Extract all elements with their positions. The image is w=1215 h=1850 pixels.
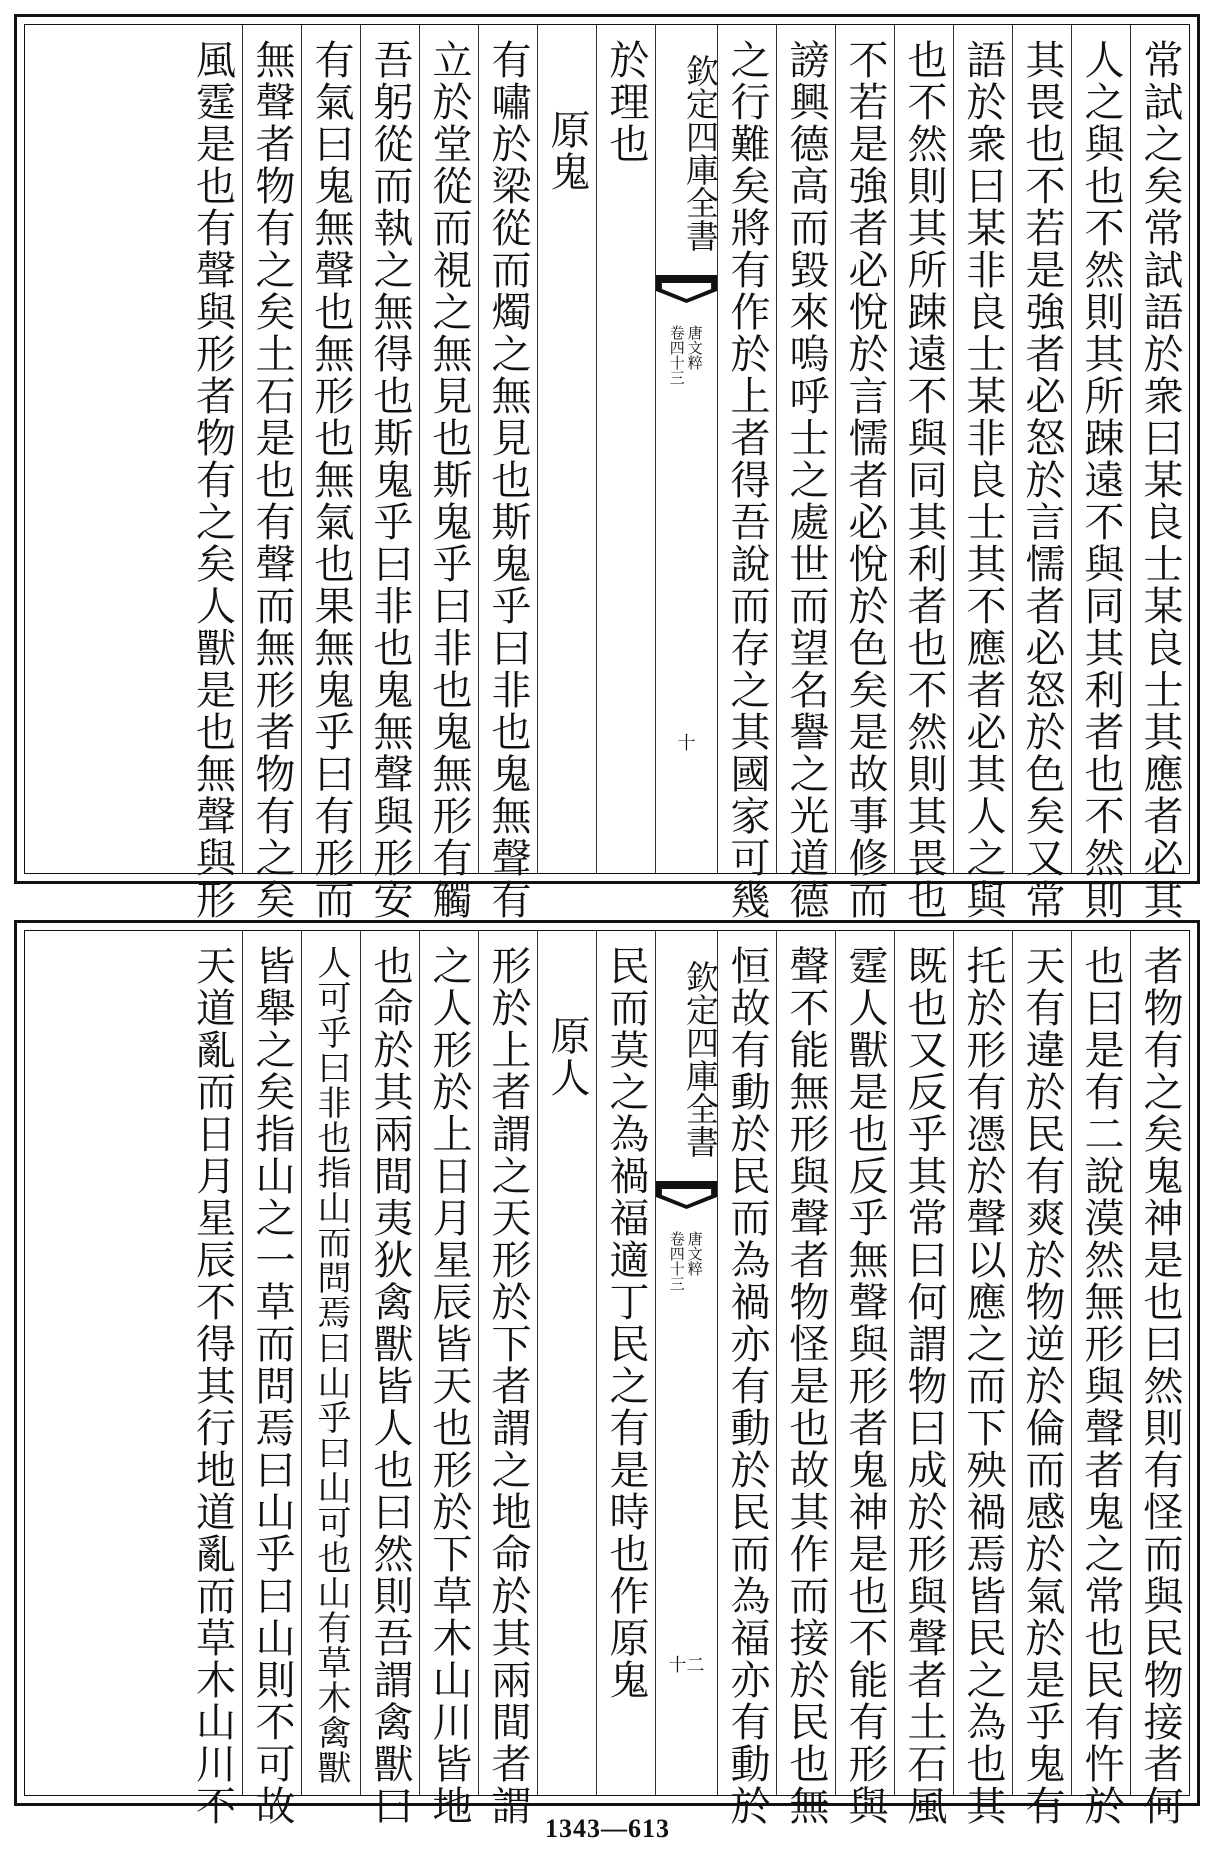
- column-text: 謗興德高而毀來嗚呼士之處世而望名譽之光道德: [783, 39, 829, 921]
- volume-number: 卷四十三: [667, 1231, 686, 1291]
- text-column: [776, 931, 835, 1827]
- column-text: 語於衆曰某非良士某非良士其不應者必其人之與: [960, 39, 1006, 921]
- text-column: [835, 931, 894, 1827]
- column-text: 人可乎曰非也指山而問焉曰山乎曰山可也山有草木禽獸: [311, 945, 351, 1785]
- column-text: 也命於其兩間夷狄禽獸皆人也曰然則吾謂禽獸曰: [367, 945, 413, 1827]
- text-column: [360, 931, 419, 1827]
- text-column: [1071, 25, 1130, 921]
- page-number: 十二: [668, 1655, 705, 1676]
- column-text: 天有違於民有爽於物逆於倫而感於氣於是乎鬼有: [1019, 945, 1065, 1827]
- text-column: [717, 25, 776, 921]
- column-text: 也不然則其所踈遠不與同其利者也不然則其畏也: [901, 39, 947, 921]
- catalog-number: 1343—613: [545, 1814, 670, 1843]
- column-text: 常試之矣常試語於衆曰某良士某良士其應者必其: [1137, 39, 1183, 921]
- column-text: 既也又反乎其常曰何謂物曰成於形與聲者土石風: [901, 945, 947, 1827]
- column-text: 人之與也不然則其所踈遠不與同其利者也不然則: [1078, 39, 1124, 921]
- column-text: 之人形於上日月星辰皆天也形於下草木山川皆地: [426, 945, 472, 1827]
- column-text: 其畏也不若是強者必怒於言懦者必怒於色矣又常: [1019, 39, 1065, 921]
- column-text: 天道亂而日月星辰不得其行地道亂而草木山川不: [189, 945, 236, 1827]
- bottom-page-frame: [24, 930, 1190, 1827]
- column-text: 於理也: [603, 39, 649, 165]
- column-text: 者物有之矣鬼神是也曰然則有怪而與民物接者何: [1137, 945, 1183, 1827]
- collection-name: 唐文粹: [685, 1231, 704, 1276]
- text-column: [776, 25, 835, 921]
- fishtail-mark-icon: [656, 1181, 717, 1211]
- column-text: 吾躬從而執之無得也斯鬼乎曰非也鬼無聲與形安: [367, 39, 413, 921]
- text-column: [537, 25, 596, 873]
- fishtail-mark-icon: [656, 275, 717, 305]
- text-column: [183, 25, 242, 921]
- column-text: 無聲者物有之矣土石是也有聲而無形者物有之矣: [249, 39, 295, 921]
- collection-name: 唐文粹: [685, 325, 704, 370]
- text-column: [1012, 25, 1071, 921]
- top-page-frame: [24, 24, 1190, 921]
- text-column: [1012, 931, 1071, 1827]
- column-text: 托於形有憑於聲以應之而下殃禍焉皆民之為也其: [960, 945, 1006, 1827]
- text-column: [301, 931, 360, 1795]
- column-text: 聲不能無形與聲者物怪是也故其作而接於民也無: [783, 945, 829, 1827]
- text-column: [183, 931, 242, 1827]
- column-text: 風霆是也有聲與形者物有之矣人獸是也無聲與形: [189, 39, 236, 921]
- center-fold: [655, 931, 720, 1795]
- text-column: [953, 931, 1012, 1827]
- text-column: [301, 25, 360, 921]
- text-column: [419, 25, 478, 921]
- column-text: 霆人獸是也反乎無聲與形者鬼神是也不能有形與: [842, 945, 888, 1827]
- text-column: [419, 931, 478, 1827]
- book-title: 欽定四庫全書: [681, 960, 720, 1158]
- text-column: [1130, 25, 1189, 921]
- column-text: 之行難矣將有作於上者得吾說而存之其國家可幾: [724, 39, 770, 921]
- text-column: [835, 25, 894, 921]
- text-column: [894, 25, 953, 921]
- bottom-page-columns: [25, 931, 1189, 1827]
- section-heading: 原鬼: [544, 109, 590, 193]
- volume-number: 卷四十三: [667, 325, 686, 385]
- column-text: 立於堂從而視之無見也斯鬼乎曰非也鬼無形有觸: [426, 39, 472, 921]
- top-page: [14, 14, 1200, 921]
- text-column: [242, 931, 301, 1827]
- page-number: 十: [677, 733, 696, 754]
- top-page-columns: [25, 25, 1189, 921]
- text-column: [1130, 931, 1189, 1827]
- column-text: 恒故有動於民而為禍亦有動於民而為福亦有動於: [724, 945, 770, 1827]
- text-column: [717, 931, 776, 1827]
- bottom-page: [14, 920, 1200, 1827]
- text-column: [537, 931, 596, 1795]
- text-column: [478, 25, 537, 921]
- text-column: [478, 931, 537, 1827]
- book-title: 欽定四庫全書: [681, 54, 720, 252]
- column-text: 也曰是有二說漠然無形與聲者鬼之常也民有忤於: [1078, 945, 1124, 1827]
- column-text: 皆舉之矣指山之一草而問焉曰山乎曰山則不可故: [249, 945, 295, 1827]
- column-text: 民而莫之為禍福適丁民之有是時也作原鬼: [603, 945, 649, 1701]
- text-column: [1071, 931, 1130, 1827]
- column-text: 不若是強者必悅於言懦者必悅於色矣是故事修而: [842, 39, 888, 921]
- text-column: [360, 25, 419, 921]
- text-column: [596, 931, 655, 1795]
- text-column: [953, 25, 1012, 921]
- column-text: 形於上者謂之天形於下者謂之地命於其兩間者謂: [485, 945, 531, 1827]
- center-fold: [655, 25, 720, 873]
- text-column: [242, 25, 301, 921]
- section-heading: 原人: [544, 1015, 590, 1099]
- text-column: [894, 931, 953, 1827]
- text-column: [596, 25, 655, 873]
- column-text: 有嘯於梁從而燭之無見也斯鬼乎曰非也鬼無聲有: [485, 39, 531, 921]
- column-text: 有氣曰鬼無聲也無形也無氣也果無鬼乎曰有形而: [308, 39, 354, 921]
